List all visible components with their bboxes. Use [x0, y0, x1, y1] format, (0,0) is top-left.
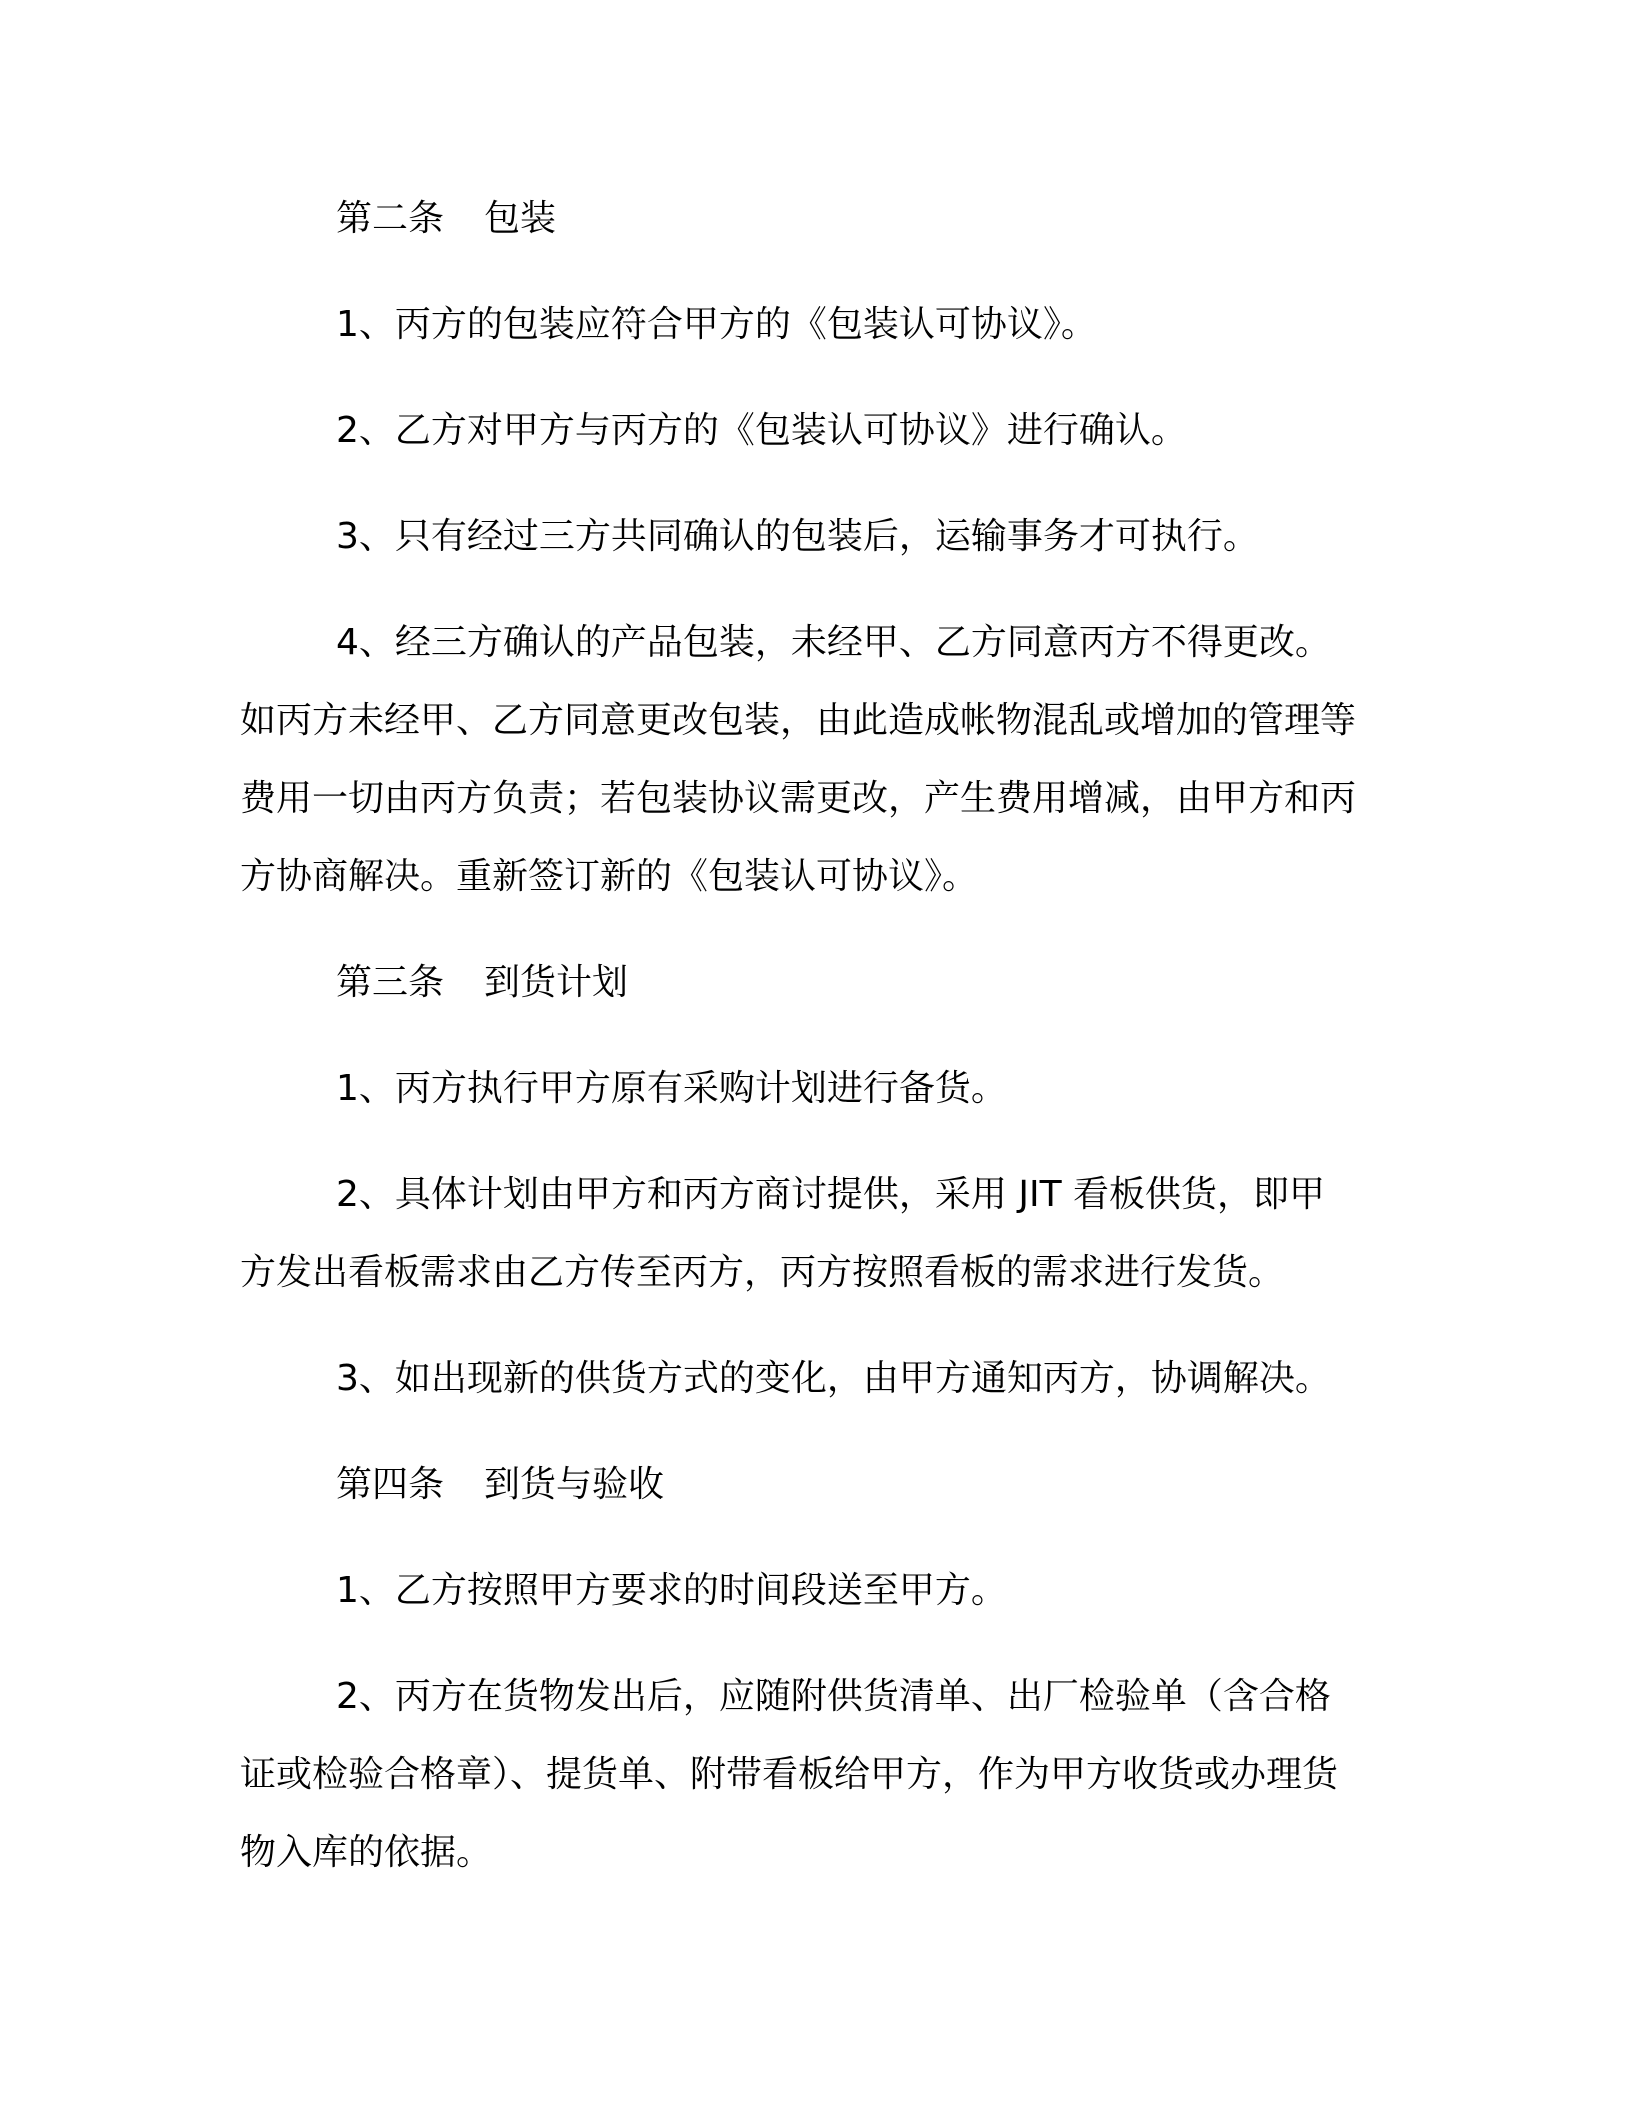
clause-paragraph: 1、丙方的包装应符合甲方的《包装认可协议》。 — [336, 304, 1097, 345]
article-title: 包装 — [484, 198, 557, 239]
article-title: 到货计划 — [484, 962, 629, 1003]
article-heading — [240, 944, 1356, 1022]
article-number: 第二条 — [336, 198, 445, 239]
article-number: 第四条 — [336, 1464, 445, 1505]
clause-paragraph: 3、只有经过三方共同确认的包装后，运输事务才可执行。 — [336, 516, 1259, 557]
article-heading — [240, 1446, 1356, 1524]
clause-paragraph: 3、如出现新的供货方式的变化，由甲方通知丙方，协调解决。 — [336, 1358, 1331, 1399]
clause-paragraph: 1、乙方按照甲方要求的时间段送至甲方。 — [336, 1570, 1007, 1611]
clause-paragraph: 1、丙方执行甲方原有采购计划进行备货。 — [336, 1068, 1007, 1109]
article-title: 到货与验收 — [484, 1464, 665, 1505]
article-number: 第三条 — [336, 962, 445, 1003]
document-body — [240, 180, 1356, 1892]
clause-paragraph: 4、经三方确认的产品包装，未经甲、乙方同意丙方不得更改。如丙方未经甲、乙方同意更改包装，由此造成帐物混乱或增加的管理等费用一切由丙方负责；若包装协议需更改，产生费用增减，由甲方和丙方协商解决。重新签订新的《包装认可协议》。 — [240, 622, 1357, 897]
clause-paragraph: 2、乙方对甲方与丙方的《包装认可协议》进行确认。 — [336, 410, 1187, 451]
article-heading — [240, 180, 1356, 258]
clause-paragraph: 2、丙方在货物发出后，应随附供货清单、出厂检验单（含合格证或检验合格章）、提货单、附带看板给甲方，作为甲方收货或办理货物入库的依据。 — [240, 1676, 1339, 1873]
clause-paragraph: 2、具体计划由甲方和丙方商讨提供，采用 JIT 看板供货，即甲方发出看板需求由乙方传至丙方，丙方按照看板的需求进行发货。 — [240, 1174, 1326, 1293]
